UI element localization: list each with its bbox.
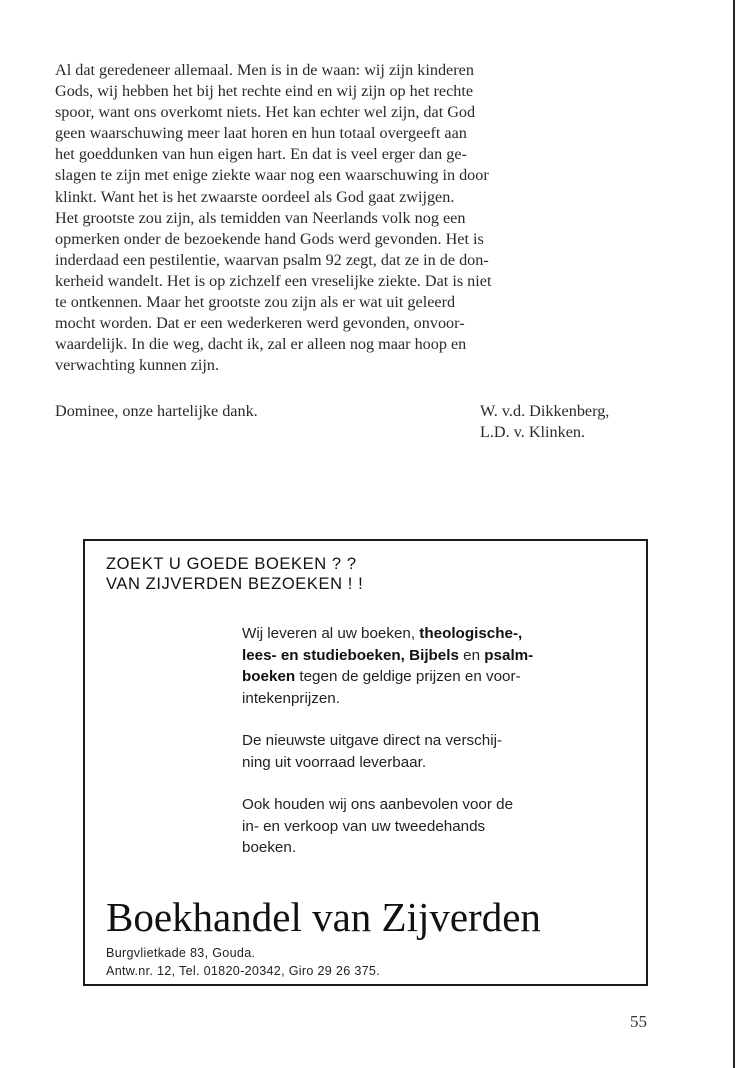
article-line: mocht worden. Dat er een wederkeren werd gevonden, onvoor-: [55, 314, 465, 333]
article-line: inderdaad een pestilentie, waarvan psalm 92 zegt, dat ze in de don-: [55, 250, 489, 269]
article-line: waardelijk. In die weg, dacht ik, zal er alleen nog maar hoop en: [55, 335, 467, 354]
closing-thanks: Dominee, onze hartelijke dank.: [55, 402, 258, 420]
ad-paragraph-new-releases: [242, 730, 612, 773]
article-line: klinkt. Want het is het zwaarste oordeel als God gaat zwijgen.: [55, 187, 455, 206]
ad-text: [242, 623, 612, 880]
ad-headline-line: VAN ZIJVERDEN BEZOEKEN ! !: [106, 575, 364, 593]
ad-headline-line: ZOEKT U GOEDE BOEKEN ? ?: [106, 555, 357, 573]
signatures: [480, 401, 609, 443]
ad-line: De nieuwste uitgave direct na verschij-: [242, 732, 502, 749]
article-body: [55, 60, 655, 376]
page-number: 55: [630, 1012, 647, 1031]
ad-headline: [106, 554, 363, 594]
ad-line: in- en verkoop van uw tweedehands: [242, 817, 486, 835]
ad-line: boeken.: [242, 839, 297, 856]
ad-text-fragment: Wij leveren al uw boeken,: [242, 625, 420, 642]
signature-line: L.D. v. Klinken.: [480, 423, 586, 442]
article-line: het goeddunken van hun eigen hart. En dat is veel erger dan ge-: [55, 145, 467, 164]
ad-emphasis: boeken: [242, 668, 296, 685]
shop-address: [106, 944, 380, 980]
address-line: Antw.nr. 12, Tel. 01820-20342, Giro 29 26 375.: [106, 964, 381, 978]
page-edge-line: [733, 0, 735, 1068]
article-line: slagen te zijn met enige ziekte waar nog een waarschuwing in door: [55, 166, 489, 185]
ad-paragraph-offer: [242, 623, 612, 709]
ad-line: intekenprijzen.: [242, 689, 340, 707]
article-line: verwachting kunnen zijn.: [55, 356, 220, 375]
ad-line: Ook houden wij ons aanbevolen voor de: [242, 796, 514, 813]
article-line: Al dat geredeneer allemaal. Men is in de waan: wij zijn kinderen: [55, 61, 474, 79]
ad-line: [242, 623, 612, 645]
ad-emphasis: Bijbels: [409, 646, 459, 664]
article-line: spoor, want ons overkomt niets. Het kan echter wel zijn, dat God: [55, 103, 476, 122]
signature-line: W. v.d. Dikkenberg,: [480, 402, 610, 420]
ad-text-fragment: en: [458, 646, 485, 664]
ad-emphasis: lees- en studieboeken,: [242, 646, 410, 664]
bookshop-advertisement: [83, 539, 648, 986]
article-line: geen waarschuwing meer laat horen en hun totaal overgeeft aan: [55, 124, 467, 143]
article-line: Gods, wij hebben het bij het rechte eind en wij zijn op het rechte: [55, 82, 474, 101]
ad-text-fragment: tegen de geldige prijzen en voor-: [295, 668, 521, 685]
ad-line: [242, 645, 612, 667]
article-line: opmerken onder de bezoekende hand Gods werd gevonden. Het is: [55, 229, 484, 248]
ad-line: ning uit voorraad leverbaar.: [242, 753, 427, 771]
shop-name: Boekhandel van Zijverden: [106, 894, 541, 940]
article-line: te ontkennen. Maar het grootste zou zijn als er wat uit geleerd: [55, 293, 456, 312]
article-line: kerheid wandelt. Het is op zichzelf een vreselijke ziekte. Dat is niet: [55, 271, 492, 290]
address-line: Burgvlietkade 83, Gouda.: [106, 946, 256, 960]
ad-emphasis: theologische-,: [419, 625, 523, 642]
ad-paragraph-second-hand: [242, 794, 612, 859]
article-line: Het grootste zou zijn, als temidden van Neerlands volk nog een: [55, 208, 466, 227]
ad-line: [242, 666, 612, 688]
ad-emphasis: psalm-: [484, 646, 534, 664]
